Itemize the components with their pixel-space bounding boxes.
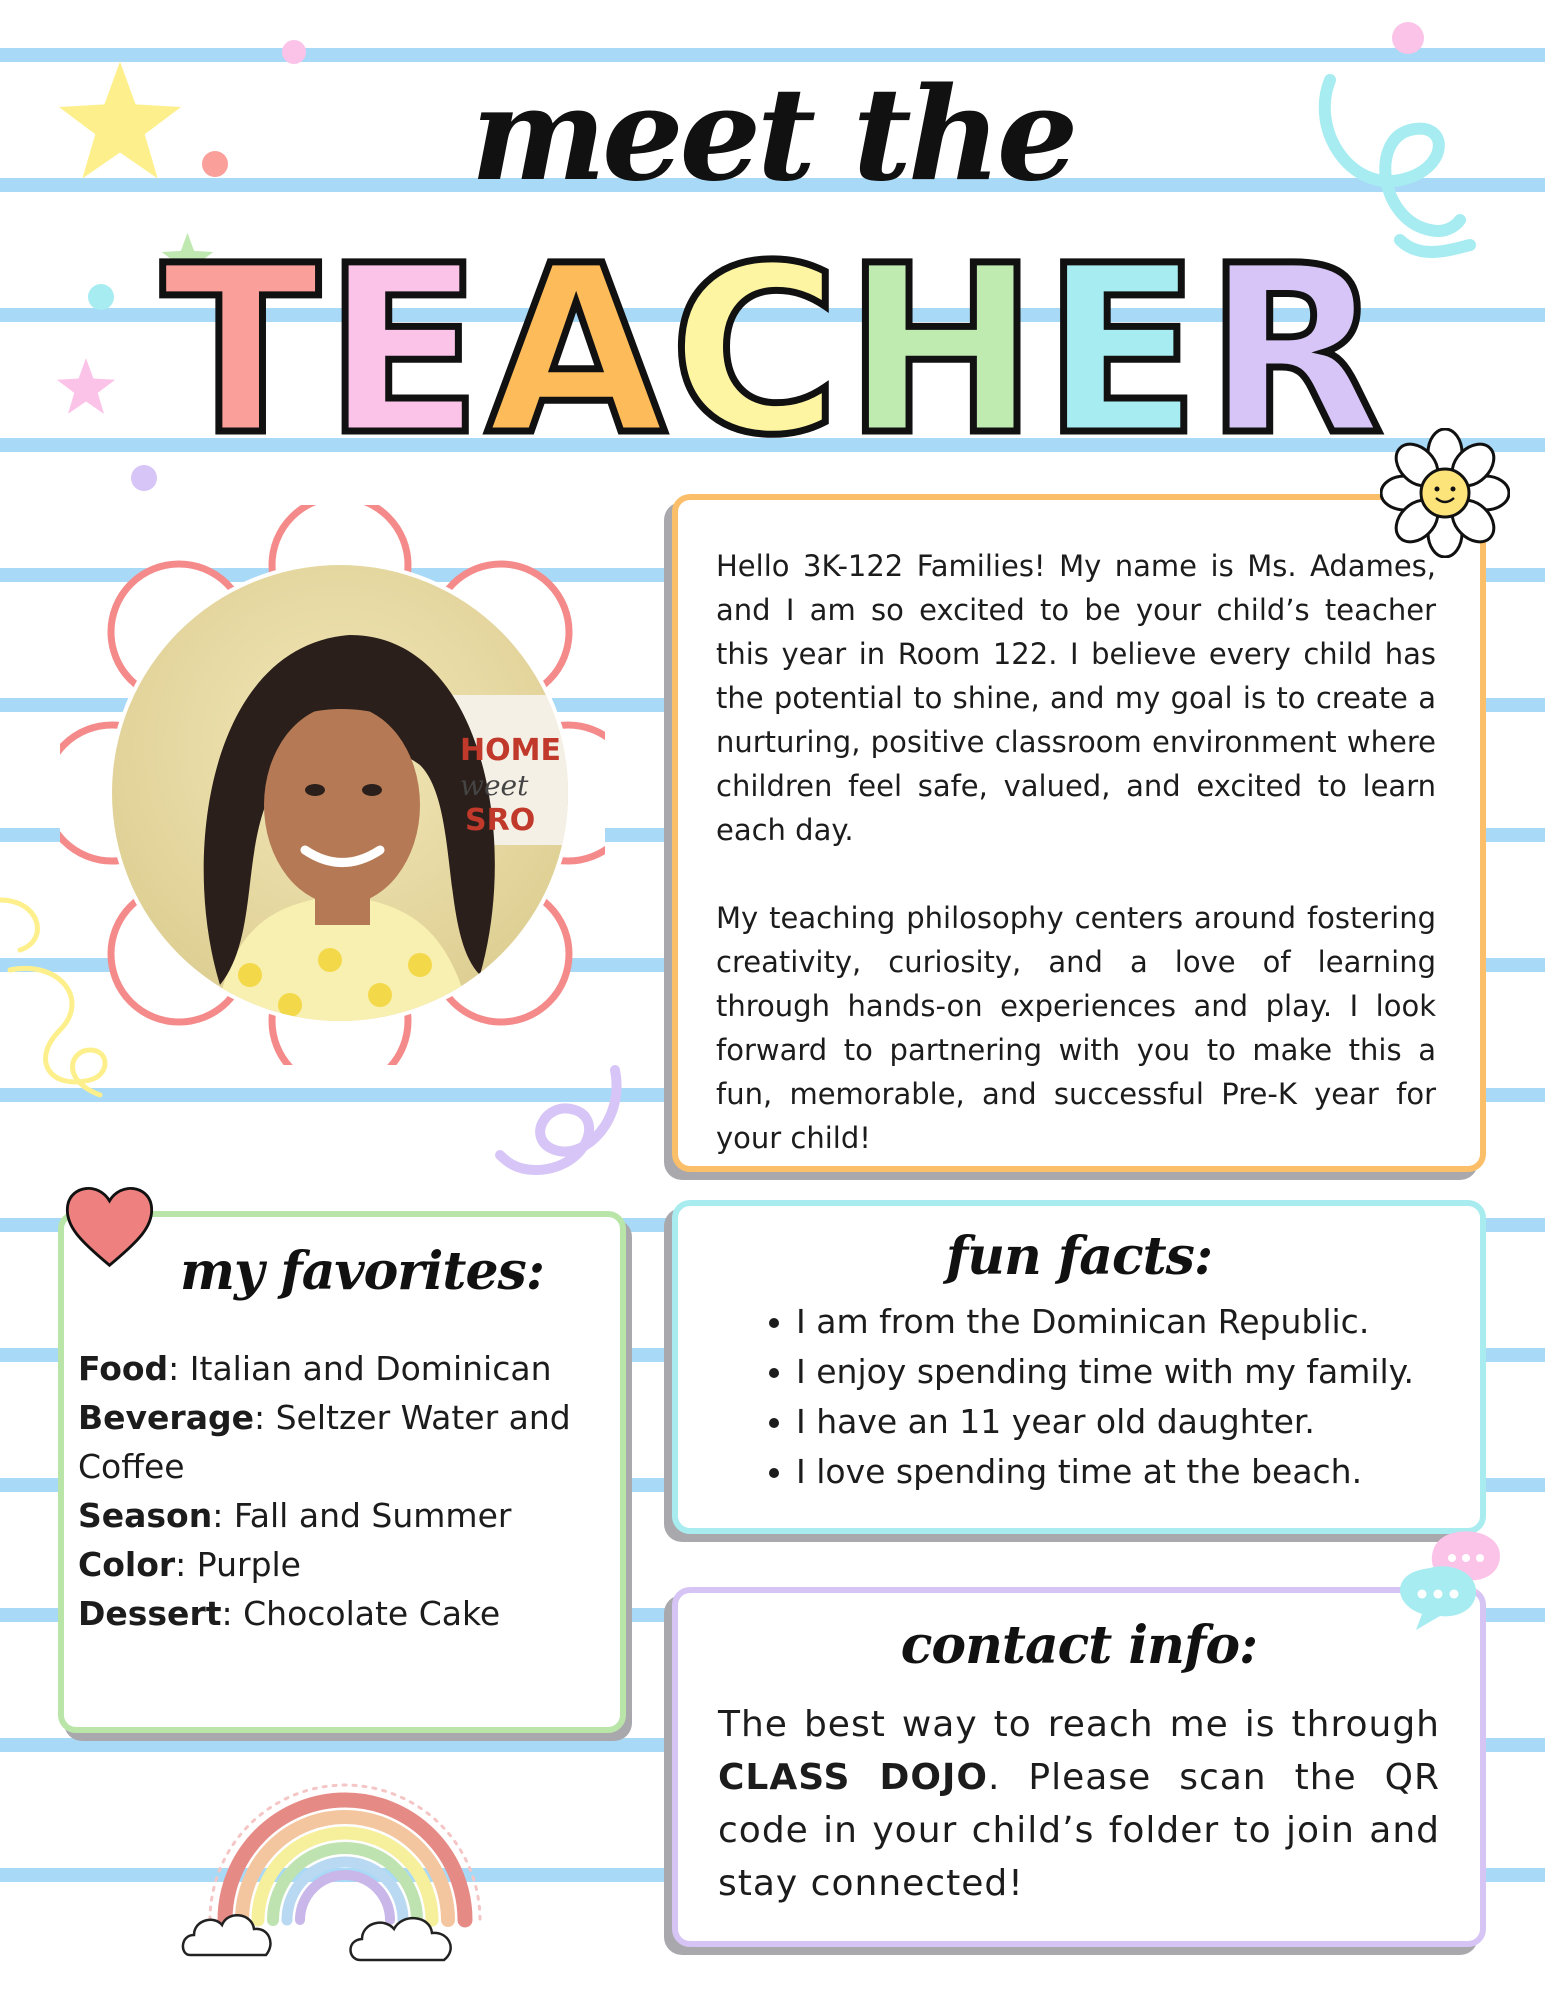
heart-icon	[62, 1180, 157, 1270]
fun-fact-item: • I have an 11 year old daughter.	[796, 1397, 1480, 1447]
favorite-label: Season	[78, 1496, 213, 1535]
favorite-value: : Italian and Dominican	[168, 1349, 552, 1388]
fun-facts-list	[678, 1297, 1480, 1497]
favorites-card	[58, 1211, 626, 1733]
poster-text: HOME	[460, 733, 561, 768]
favorite-item	[78, 1491, 606, 1540]
fun-fact-item: • I enjoy spending time with my family.	[796, 1347, 1480, 1397]
teacher-photo	[60, 505, 605, 1065]
poster-text: weet	[460, 769, 529, 802]
fun-facts-heading: fun facts:	[945, 1226, 1213, 1287]
bio-card	[672, 494, 1486, 1172]
fun-facts-card	[672, 1200, 1486, 1534]
favorite-value: : Seltzer Water and Coffee	[78, 1398, 571, 1486]
favorite-value: : Chocolate Cake	[221, 1594, 501, 1633]
title-letter: A	[486, 216, 666, 486]
rainbow-icon	[180, 1755, 510, 1970]
class-dojo-emphasis: CLASS DOJO	[718, 1757, 988, 1798]
title-letter: R	[1204, 216, 1384, 486]
fun-fact-item: • I am from the Dominican Republic.	[796, 1297, 1480, 1347]
title-letter: E	[323, 216, 483, 486]
title-letter: C	[669, 216, 841, 486]
title-teacher	[0, 216, 1545, 486]
smiling-daisy-icon	[1380, 428, 1510, 558]
title-letter: T	[161, 216, 320, 486]
contact-heading: contact info:	[900, 1615, 1258, 1676]
favorite-label: Dessert	[78, 1594, 222, 1633]
favorite-item	[78, 1540, 606, 1589]
title-meet-the: meet the	[470, 60, 1075, 210]
title-letter: H	[844, 216, 1039, 486]
favorite-label: Color	[78, 1545, 176, 1584]
favorite-item	[78, 1589, 606, 1638]
favorites-list	[78, 1344, 606, 1638]
contact-card	[672, 1587, 1486, 1947]
poster-text: SRO	[465, 803, 536, 838]
title-letter: E	[1042, 216, 1201, 486]
favorite-label: Food	[78, 1349, 169, 1388]
flower-frame-icon	[60, 505, 605, 1065]
favorites-heading: my favorites:	[179, 1241, 545, 1302]
contact-text-after: . Please scan the QR code in your child’s folder to join and stay connected!	[718, 1757, 1440, 1904]
contact-text-before: The best way to reach me is through	[718, 1704, 1440, 1745]
swirl-icon	[495, 1060, 635, 1190]
favorite-item	[78, 1344, 606, 1393]
fun-fact-item: • I love spending time at the beach.	[796, 1447, 1480, 1497]
bio-paragraph: Hello 3K-122 Families! My name is Ms. Adames, and I am so excited to be your child’s teacher this year in Room 122. I believe every child has the potential to shine, and my goal is to create a nurturing, positive classroom environment where children feel safe, valued, and excited to learn each day.	[716, 549, 1436, 847]
favorite-item	[78, 1393, 606, 1491]
contact-text	[718, 1698, 1440, 1910]
favorite-label: Beverage	[78, 1398, 254, 1437]
bio-paragraph: My teaching philosophy centers around fostering creativity, curiosity, and a love of learning through hands-on experiences and play. I look forward to partnering with you to make this a fun, memorable, and successful Pre-K year for your child!	[716, 901, 1436, 1155]
chat-bubbles-icon	[1390, 1528, 1505, 1633]
favorite-value: : Purple	[175, 1545, 301, 1584]
favorite-value: : Fall and Summer	[212, 1496, 512, 1535]
